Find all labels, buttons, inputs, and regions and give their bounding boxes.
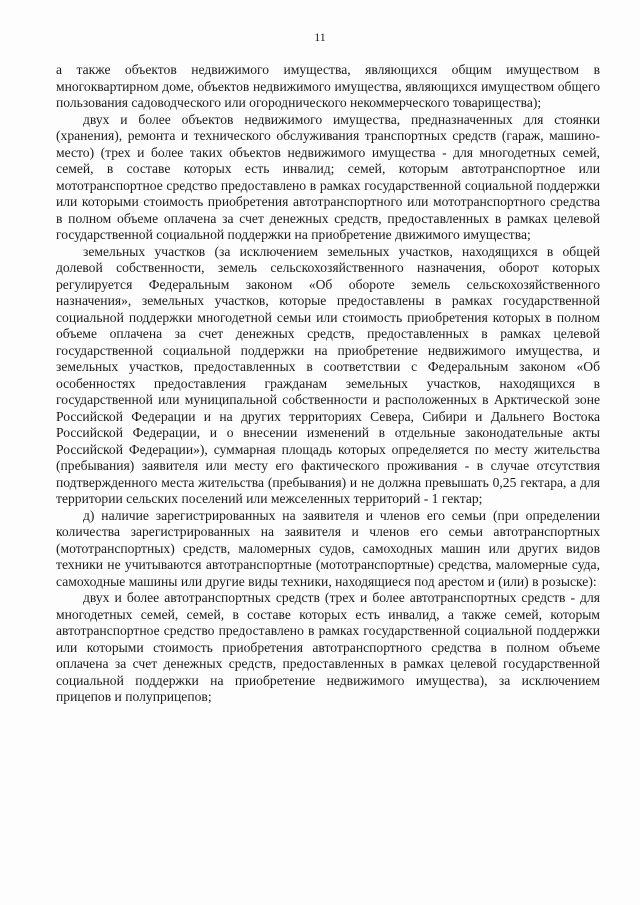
- paragraph-parking-objects: двух и более объектов недвижимого имущества, предназначенных для стоянки (хранения), ремонта и технического обслуживания транспортных средств (гараж, машино-место) (трех и более таких объектов недвижимого имущества - для многодетных семей, семей, в составе которых есть инвалид; семей, которым автотранспортное или мототранспортное средство предоставлено в рамках государственной социальной поддержки или которыми стоимость приобретения автотранспортного или мототранспортного средства в полном объеме оплачена за счет денежных средств, предоставленных в рамках целевой государственной социальной поддержки на приобретение движимого имущества;: [56, 111, 600, 242]
- paragraph-common-property: а также объектов недвижимого имущества, являющихся общим имуществом в многоквартирном доме, объектов недвижимого имущества, являющихся имуществом общего пользования садоводческого или огороднического некоммерческого товарищества);: [56, 62, 600, 110]
- paragraph-two-or-more-vehicles: двух и более автотранспортных средств (трех и более автотранспортных средств - для многодетных семей, семей, в составе которых есть инвалид, а также семей, которым автотранспортное средство предоставлено в рамках государственной социальной поддержки или которыми стоимость приобретения автотранспортного средства в полном объеме оплачена за счет денежных средств, предоставленных в рамках целевой государственной социальной поддержки на приобретение недвижимого имущества), за исключением прицепов и полуприцепов;: [56, 590, 600, 704]
- paragraph-land-plots: земельных участков (за исключением земельных участков, находящихся в общей долевой собственности, земель сельскохозяйственного назначения, оборот которых регулируется Федеральным законом «Об обороте земель сельскохозяйственного назначения», земельных участков, которые предоставлены в рамках государственной социальной поддержки многодетной семьи или стоимость приобретения которых в полном объеме оплачена за счет денежных средств, предоставленных в рамках целевой государственной социальной поддержки на приобретение недвижимого имущества, и земельных участков, предоставленных в соответствии с Федеральным законом «Об особенностях предоставления гражданам земельных участков, находящихся в государственной или муниципальной собственности и расположенных в Арктической зоне Российской Федерации и на других территориях Севера, Сибири и Дальнего Востока Российской Федерации, и о внесении изменений в отдельные законодательные акты Российской Федерации»), суммарная площадь которых определяется по месту жительства (пребывания) заявителя или месту его фактического проживания - в случае отсутствия подтвержденного места жительства (пребывания) и не должна превышать 0,25 гектара, а для территории сельских поселений или межселенных территорий - 1 гектар;: [56, 243, 600, 506]
- paragraph-registered-vehicles: д) наличие зарегистрированных на заявителя и членов его семьи (при определении количества зарегистрированных на заявителя и членов его семьи автотранспортных (мототранспортных) средств, маломерных судов, самоходных машин или других видов техники не учитываются автотранспортные (мототранспортные) средства, маломерные суда, самоходные машины или другие виды техники, находящиеся под арестом и (или) в розыске):: [56, 507, 600, 589]
- page-number: 11: [314, 30, 326, 44]
- body-text: [56, 62, 600, 706]
